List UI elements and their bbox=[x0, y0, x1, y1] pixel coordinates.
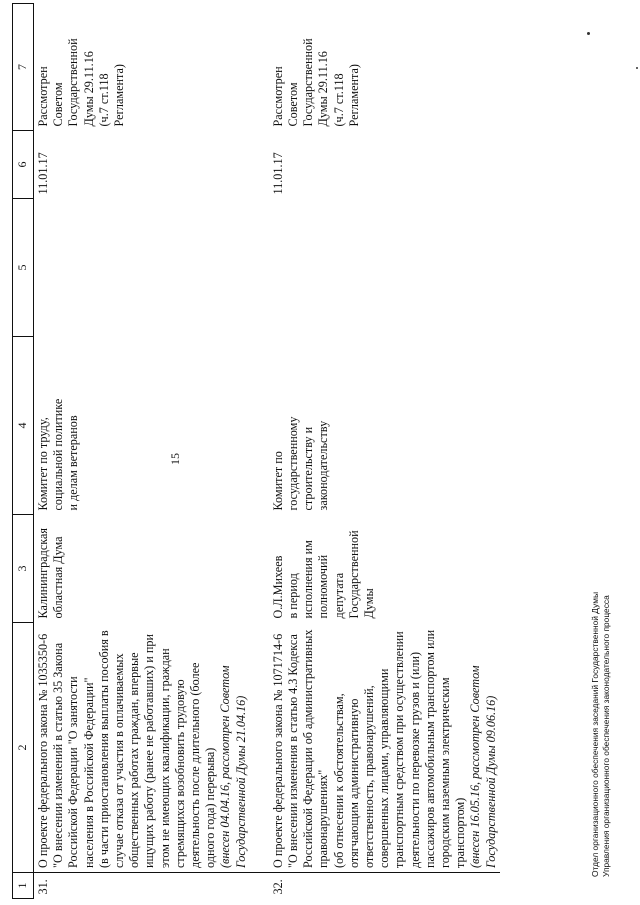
committee-line: строительству и bbox=[301, 426, 316, 511]
date-cell: 11.01.17 bbox=[36, 152, 50, 195]
col-header-7: 7 bbox=[13, 4, 34, 131]
register-table bbox=[12, 3, 500, 899]
initiator-line: в период bbox=[286, 573, 301, 619]
footer bbox=[590, 592, 611, 877]
initiator-line: полномочий bbox=[316, 554, 331, 619]
title-line: "О внесении изменений в статью 35 Закона bbox=[51, 642, 66, 868]
status-line: Государственной bbox=[301, 38, 316, 127]
initiator-line: Калининградская bbox=[36, 527, 50, 619]
title-line: одного года) перерыва) bbox=[203, 747, 218, 868]
title-line: этом не имеющих квалификации, граждан bbox=[157, 648, 172, 868]
initiator-line: Государственной bbox=[346, 530, 361, 619]
initiator-line: депутата bbox=[331, 572, 346, 619]
date-cell: 11.01.17 bbox=[270, 152, 285, 195]
bill-description bbox=[261, 623, 500, 873]
committee-line: законодательству bbox=[316, 420, 331, 511]
status-line: Государственной bbox=[66, 38, 81, 127]
submission-note-line: (внесен 04.04.16, рассмотрен Советом bbox=[218, 665, 233, 868]
title-line: "О внесении изменения в статью 4.3 Кодекса bbox=[286, 634, 301, 868]
status-line: (ч.7 ст.118 bbox=[96, 73, 111, 127]
page-number: 15 bbox=[168, 453, 182, 465]
committee-line: и делам ветеранов bbox=[66, 415, 81, 511]
initiator-line: областная Дума bbox=[51, 536, 66, 619]
row-number: 31. bbox=[34, 873, 261, 899]
submission-note-line: Государственной Думы 21.04.16) bbox=[233, 695, 248, 868]
committee bbox=[261, 337, 500, 515]
status-line: Думы 29.11.16 bbox=[316, 51, 331, 127]
column-5-cell bbox=[261, 199, 500, 337]
row-number: 32. bbox=[261, 873, 500, 899]
status-line: Регламента) bbox=[346, 64, 361, 127]
column-5-cell bbox=[34, 199, 261, 337]
title-line: общественных работах граждан, впервые bbox=[127, 652, 142, 868]
title-line: (в части приостановления выплаты пособия в bbox=[96, 630, 111, 868]
col-header-6: 6 bbox=[13, 131, 34, 199]
title-line: О проекте федерального закона № 1035350-6 bbox=[36, 633, 50, 868]
status-line: Рассмотрен bbox=[270, 66, 285, 127]
initiator-line: Думы bbox=[362, 588, 377, 619]
title-line: населения в Российской Федерации" bbox=[81, 677, 96, 868]
submission-note-line: Государственной Думы 09.06.16) bbox=[483, 695, 498, 868]
status-line: Советом bbox=[51, 82, 66, 127]
committee bbox=[34, 337, 261, 515]
committee-line: государственному bbox=[286, 416, 301, 511]
committee-line: Комитет по bbox=[270, 451, 285, 511]
title-line: стремящихся возобновить трудовую bbox=[172, 679, 187, 868]
scan-speck bbox=[587, 32, 590, 35]
title-line: ищущих работу (ранее не работавших) и при bbox=[142, 633, 157, 868]
title-line: случае отказа от участия в оплачиваемых bbox=[112, 653, 127, 868]
col-header-2: 2 bbox=[13, 623, 34, 873]
submission-note-line: (внесен 16.05.16, рассмотрен Советом bbox=[468, 665, 483, 868]
status-line: Рассмотрен bbox=[36, 66, 50, 127]
title-line: деятельности по перевозке грузов и (или) bbox=[407, 651, 422, 868]
status-line: Советом bbox=[286, 82, 301, 127]
title-line: О проекте федерального закона № 1071714-6 bbox=[270, 633, 285, 868]
title-line: городским наземным электрическим bbox=[438, 677, 453, 868]
status-cell bbox=[34, 4, 261, 131]
initiator-line: О.Л.Михеев bbox=[270, 555, 285, 619]
initiator bbox=[34, 515, 261, 623]
title-line: отягчающим административную bbox=[346, 698, 361, 868]
table-row bbox=[34, 4, 261, 899]
footer-line: Управления организационного обеспечения законодательного процесса bbox=[600, 595, 611, 877]
table-row bbox=[261, 4, 500, 899]
title-line: Российской Федерации "О занятости bbox=[66, 676, 81, 868]
title-line: (об отнесении к обстоятельствам, bbox=[331, 693, 346, 868]
committee-line: Комитет по труду, bbox=[36, 417, 50, 511]
col-header-1: 1 bbox=[13, 873, 34, 899]
bill-description bbox=[34, 623, 261, 873]
title-line: Российской Федерации об административных bbox=[301, 629, 316, 868]
col-header-3: 3 bbox=[13, 515, 34, 623]
initiator bbox=[261, 515, 500, 623]
status-line: (ч.7 ст.118 bbox=[331, 73, 346, 127]
status-line: Регламента) bbox=[112, 64, 127, 127]
title-line: пассажиров автомобильным транспортом или bbox=[422, 629, 437, 868]
col-header-5: 5 bbox=[13, 199, 34, 337]
status-line: Думы 29.11.16 bbox=[81, 51, 96, 127]
title-line: правонарушениях" bbox=[316, 769, 331, 868]
committee-line: социальной политике bbox=[51, 398, 66, 511]
title-line: транспортным средством при осуществлении bbox=[392, 631, 407, 868]
header-row bbox=[13, 4, 34, 899]
title-line: ответственность, правонарушений, bbox=[362, 685, 377, 868]
scan-speck bbox=[636, 67, 638, 69]
status-cell bbox=[261, 4, 500, 131]
initiator-line: исполнения им bbox=[301, 540, 316, 619]
title-line: деятельность после длительного (более bbox=[188, 662, 203, 868]
col-header-4: 4 bbox=[13, 337, 34, 515]
title-line: транспортом) bbox=[453, 797, 468, 868]
footer-line: Отдел организационного обеспечения заседаний Государственной Думы bbox=[590, 591, 600, 877]
title-line: совершенных лицами, управляющими bbox=[377, 668, 392, 868]
